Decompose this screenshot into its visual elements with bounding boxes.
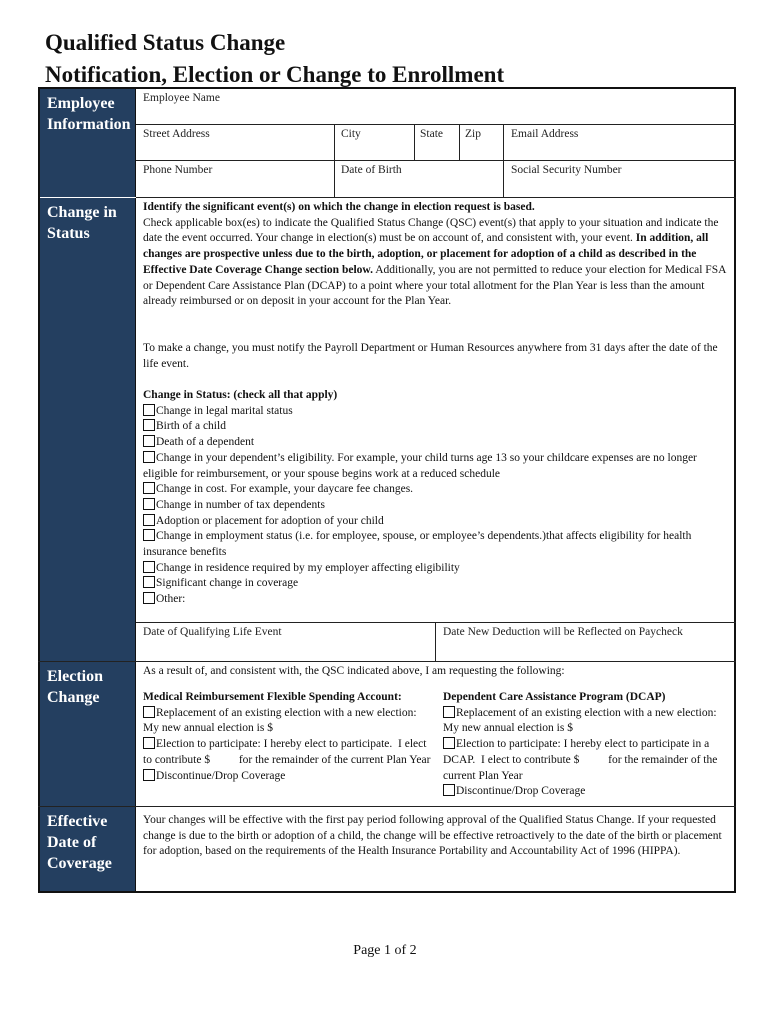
email-address-field[interactable]: Email Address <box>511 128 579 140</box>
status-para-a: Check applicable box(es) to indicate the Qualified Status Change (QSC) event(s) that apply to your situation and indicate the date the event occurred. Your change in election(s) must be on account of, and consistent with, your event. <box>143 216 719 245</box>
option-tax-dependents[interactable]: Change in number of tax dependents <box>143 499 325 511</box>
option-residence[interactable]: Change in residence required by my employer affecting eligibility <box>143 562 460 574</box>
option-birth-of-child[interactable]: Birth of a child <box>143 420 226 432</box>
option-marital-status[interactable]: Change in legal marital status <box>143 405 293 417</box>
col-divider <box>435 622 436 661</box>
dcap-option-participate[interactable]: Election to participate: I hereby elect to participate in a DCAP. I elect to contribute $ for the remainder of the current Plan Year <box>443 738 721 782</box>
election-intro: As a result of, and consistent with, the QSC indicated above, I am requesting the following: <box>143 665 565 677</box>
checkbox[interactable] <box>143 769 155 781</box>
deduction-date-field[interactable]: Date New Deduction will be Reflected on Paycheck <box>443 626 683 638</box>
ssn-field[interactable]: Social Security Number <box>511 164 622 176</box>
section-election-change: Election Change <box>40 662 136 806</box>
checkbox[interactable] <box>143 592 155 604</box>
status-list-heading: Change in Status: (check all that apply) <box>143 389 338 401</box>
checkbox[interactable] <box>443 737 455 749</box>
phone-number-field[interactable]: Phone Number <box>143 164 213 176</box>
page-number: Page 1 of 2 <box>353 943 417 958</box>
status-para-bold: In addition, all changes are prospective unless due to the birth, adoption, or placement for adoption of a child as described in the Effective Date Coverage Change section below. <box>143 232 709 276</box>
status-heading: Identify the significant event(s) on which the change in election request is based. <box>143 201 535 213</box>
row-divider <box>136 197 736 198</box>
status-instructions <box>143 200 733 310</box>
checkbox[interactable] <box>143 576 155 588</box>
city-field[interactable]: City <box>341 128 361 140</box>
fsa-option-replacement[interactable]: Replacement of an existing election with a new election: My new annual election is $ <box>143 706 417 735</box>
checkbox[interactable] <box>143 529 155 541</box>
zip-field[interactable]: Zip <box>465 128 481 140</box>
checkbox[interactable] <box>143 561 155 573</box>
form-subtitle: Notification, Election or Change to Enrollment <box>45 62 505 87</box>
col-divider <box>459 124 460 160</box>
option-dependent-eligibility[interactable]: Change in your dependent’s eligibility. For example, your child turns age 13 so your childcare expenses are no longer eligible for reimbursement, or your spouse begins work at a reduced schedule <box>143 451 697 480</box>
form-title: Qualified Status Change <box>45 30 286 55</box>
checkbox[interactable] <box>143 404 155 416</box>
status-options-list <box>143 388 733 608</box>
dcap-column <box>443 690 733 800</box>
section-effective-date: Effective Date of Coverage <box>40 807 136 891</box>
row-divider <box>38 661 736 662</box>
checkbox[interactable] <box>143 482 155 494</box>
section-change-in-status: Change in Status <box>40 198 136 661</box>
col-divider <box>414 124 415 160</box>
section-employee-information: Employee Information <box>40 89 136 197</box>
checkbox[interactable] <box>143 514 155 526</box>
notify-text: To make a change, you must notify the Payroll Department or Human Resources anywhere from 31 days after the date of the life event. <box>143 342 718 370</box>
qualifying-date-field[interactable]: Date of Qualifying Life Event <box>143 626 282 638</box>
checkbox[interactable] <box>143 737 155 749</box>
checkbox[interactable] <box>143 451 155 463</box>
fsa-column <box>143 690 431 784</box>
fsa-option-discontinue[interactable]: Discontinue/Drop Coverage <box>143 770 285 782</box>
status-para-b: Additionally, you are not permitted to reduce your election for Medical FSA or Dependent Care Assistance Plan (DCAP) to a point where your total allotment for the Plan Year is less than the amount already reimbursed or on deposit in your account for the Plan Year. <box>143 263 726 308</box>
fsa-heading: Medical Reimbursement Flexible Spending Account: <box>143 691 402 703</box>
state-field[interactable]: State <box>420 128 443 140</box>
checkbox[interactable] <box>143 435 155 447</box>
street-address-field[interactable]: Street Address <box>143 128 210 140</box>
dcap-option-discontinue[interactable]: Discontinue/Drop Coverage <box>443 785 585 797</box>
col-divider <box>503 124 504 197</box>
checkbox[interactable] <box>143 498 155 510</box>
row-divider <box>136 160 736 161</box>
checkbox[interactable] <box>143 419 155 431</box>
effective-date-text: Your changes will be effective with the first pay period following approval of the Qualified Status Change. If your requested change is due to the birth or adoption of a child, the change will be effective retroactively to the date of the birth or placement for adoption, based on the requirements of the Health Insurance Portability and Accountability Act of 1996 (HIPPA). <box>143 814 722 858</box>
date-of-birth-field[interactable]: Date of Birth <box>341 164 402 176</box>
dcap-option-replacement[interactable]: Replacement of an existing election with a new election: My new annual election is $ <box>443 706 717 735</box>
col-divider <box>334 124 335 197</box>
checkbox[interactable] <box>443 784 455 796</box>
checkbox[interactable] <box>443 706 455 718</box>
employee-name-field[interactable]: Employee Name <box>143 92 220 104</box>
option-employment-status[interactable]: Change in employment status (i.e. for employee, spouse, or employee’s dependents.)that affects eligibility for health insurance benefits <box>143 530 692 559</box>
row-divider <box>38 806 736 807</box>
option-other[interactable]: Other: <box>143 593 185 605</box>
checkbox[interactable] <box>143 706 155 718</box>
option-adoption[interactable]: Adoption or placement for adoption of your child <box>143 515 384 527</box>
option-coverage-change[interactable]: Significant change in coverage <box>143 577 298 589</box>
row-divider <box>136 124 736 125</box>
fsa-option-participate[interactable]: Election to participate: I hereby elect to participate. I elect to contribute $ for the remainder of the current Plan Year <box>143 738 431 766</box>
row-divider <box>136 622 736 623</box>
dcap-heading: Dependent Care Assistance Program (DCAP) <box>443 691 666 703</box>
option-change-in-cost[interactable]: Change in cost. For example, your daycare fee changes. <box>143 483 413 495</box>
option-death-of-dependent[interactable]: Death of a dependent <box>143 436 254 448</box>
